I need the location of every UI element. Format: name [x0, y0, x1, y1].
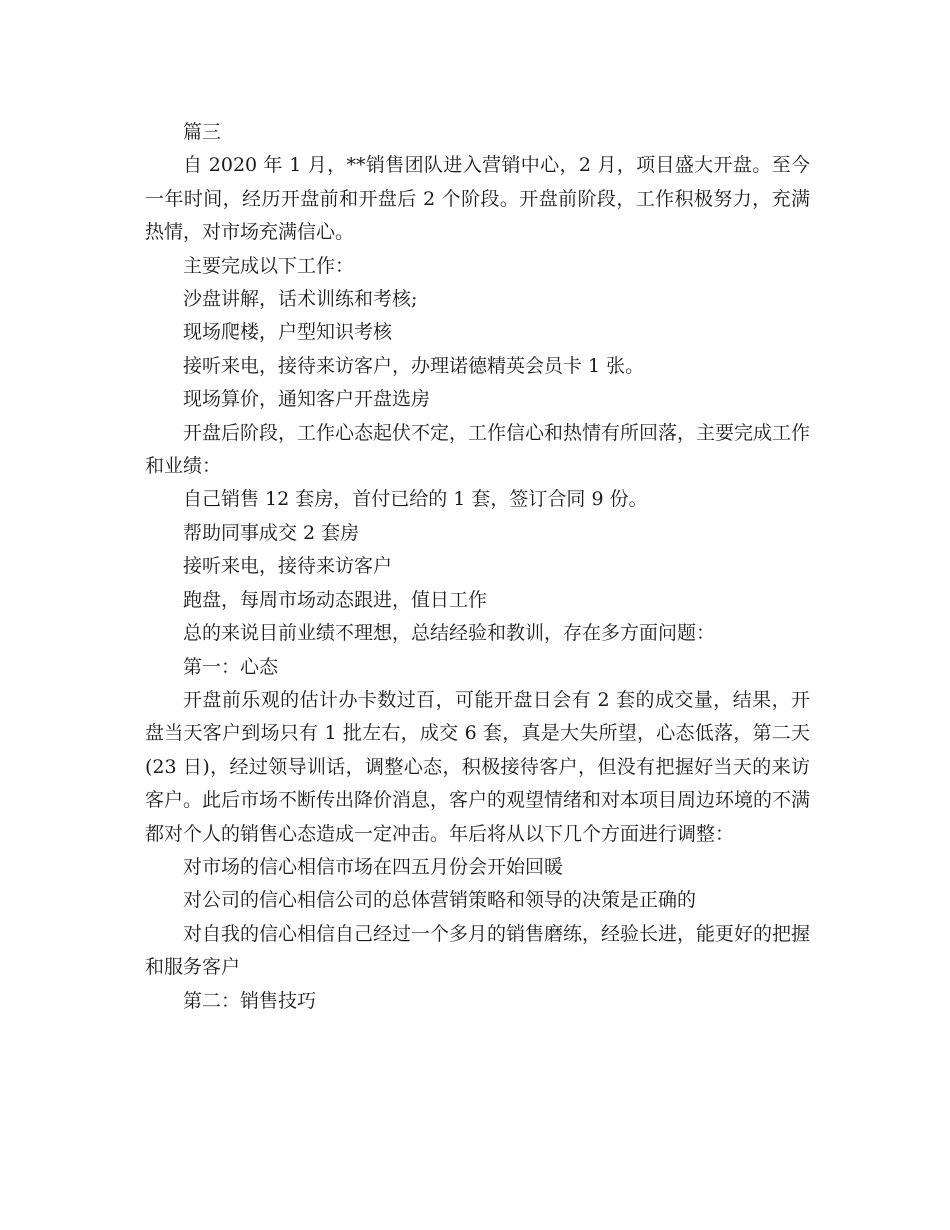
paragraph: 总的来说目前业绩不理想，总结经验和教训，存在多方面问题： [183, 622, 716, 645]
list-item: 自己销售 12 套房，首付已给的 1 套，签订合同 9 份。 [183, 488, 648, 511]
list-item: 帮助同事成交 2 套房 [183, 521, 360, 544]
list-item: 对市场的信心相信市场在四五月份会开始回暖 [183, 855, 564, 878]
list-item: 现场算价，通知客户开盘选房 [183, 388, 431, 411]
list-item: 沙盘讲解，话术训练和考核; [183, 288, 418, 311]
paragraph: 自 2020 年 1 月，**销售团队进入营销中心，2 月，项目盛大开盘。至今一年时间，经历开盘前和开盘后 2 个阶段。开盘前阶段，工作积极努力，充满热情，对市场充满信心。 [145, 154, 810, 244]
paragraph: 开盘前乐观的估计办卡数过百，可能开盘日会有 2 套的成交量，结果，开盘当天客户到场只有 1 批左右，成交 6 套，真是大失所望，心态低落，第二天(23 日)，经过领导训话，调整心态，积极接待客户，但没有把握好当天的来访客户。此后市场不断传出降价消息，客户的观望情绪和对本项目周边环境的不满都对个人的销售心态造成一定冲击。年后将从以下几个方面进行调整： [145, 688, 811, 845]
list-item: 接听来电，接待来访客户，办理诺德精英会员卡 1 张。 [183, 354, 645, 377]
section-heading: 篇三 [183, 121, 222, 143]
paragraph: 主要完成以下工作： [183, 254, 355, 277]
document-body [145, 116, 810, 1018]
subheading: 第二：销售技巧 [183, 989, 317, 1012]
list-item: 对自我的信心相信自己经过一个多月的销售磨练，经验长进，能更好的把握和服务客户 [145, 922, 811, 979]
paragraph: 开盘后阶段，工作心态起伏不定，工作信心和热情有所回落，主要完成工作和业绩： [145, 421, 811, 478]
list-item: 现场爬楼，户型知识考核 [183, 321, 393, 344]
list-item: 对公司的信心相信公司的总体营销策略和领导的决策是正确的 [183, 889, 697, 912]
list-item: 接听来电，接待来访客户 [183, 555, 393, 578]
subheading: 第一：心态 [183, 655, 279, 678]
list-item: 跑盘，每周市场动态跟进，值日工作 [183, 588, 488, 611]
